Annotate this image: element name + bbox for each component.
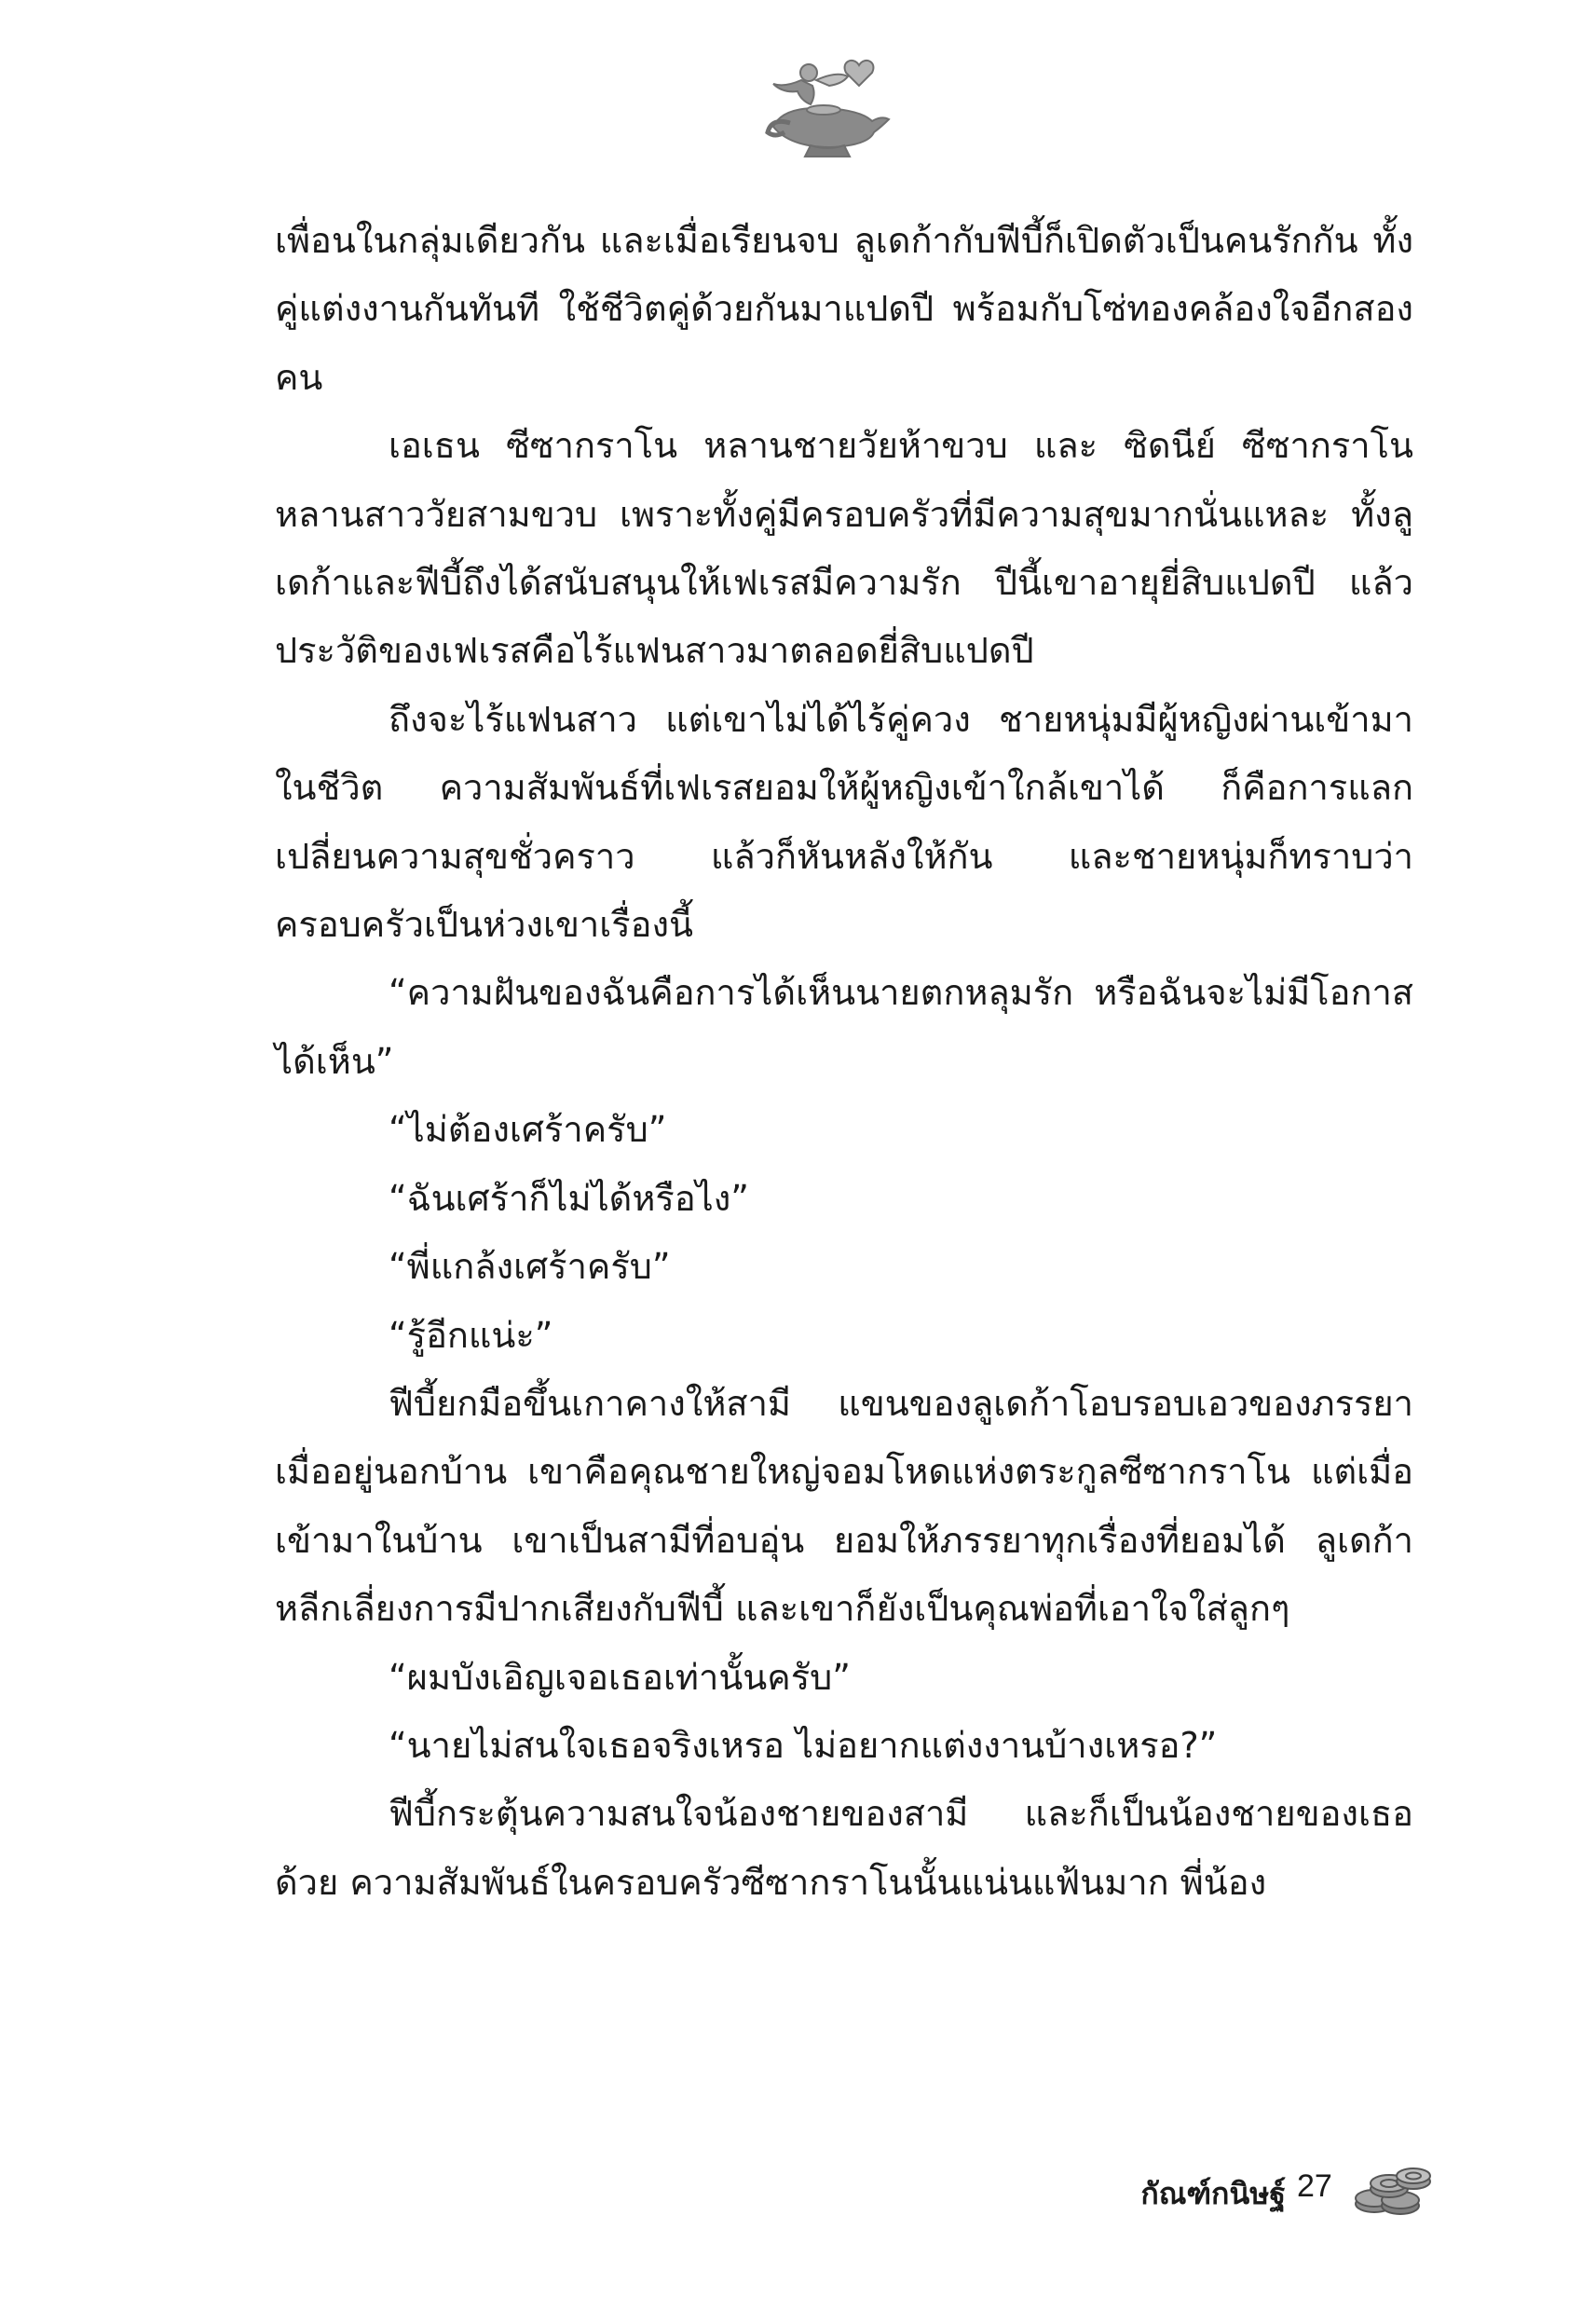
paragraph: ฟีบี้กระตุ้นความสนใจน้องชายของสามี และก็เป็นน้องชายของเธอด้วย ความสัมพันธ์ในครอบครัวซีซากราโนนั้นแน่นแฟ้นมาก พี่น้อง [275,1793,1413,1903]
dialogue-line: “ผมบังเอิญเจอเธอเท่านั้นครับ” [389,1656,851,1698]
dialogue-line: “นายไม่สนใจเธอจริงเหรอ ไม่อยากแต่งงานบ้างเหรอ?” [389,1724,1218,1766]
dialogue-line: “รู้อีกแน่ะ” [389,1314,553,1356]
genie-lamp-with-cherub-icon [755,45,894,166]
page-footer [0,2157,1596,2232]
book-title: กัณฑ์กนิษฐ์ [1140,2176,1286,2211]
paragraph: ฟีบี้ยกมือขึ้นเกาคางให้สามี แขนของลูเดก้าโอบรอบเอวของภรรยาเมื่ออยู่นอกบ้าน เขาคือคุณชายใหญ่จอมโหดแห่งตระกูลซีซากราโน แต่เมื่อเข้ามาในบ้าน เขาเป็นสามีที่อบอุ่น ยอมให้ภรรยาทุกเรื่องที่ยอมได้ ลูเดก้าหลีกเลี่ยงการมีปากเสียงกับฟีบี้ และเขาก็ยังเป็นคุณพ่อที่เอาใจใส่ลูกๆ [275,1382,1413,1630]
dialogue-line: “ไม่ต้องเศร้าครับ” [389,1109,667,1151]
paragraph: เพื่อนในกลุ่มเดียวกัน และเมื่อเรียนจบ ลูเดก้ากับฟีบี้ก็เปิดตัวเป็นคนรักกัน ทั้งคู่แต่งงานกันทันที ใช้ชีวิตคู่ด้วยกันมาแปดปี พร้อมกับโซ่ทองคล้องใจอีกสองคน [275,220,1413,398]
paragraph: เอเธน ซีซากราโน หลานชายวัยห้าขวบ และ ซิดนีย์ ซีซากราโน หลานสาววัยสามขวบ เพราะทั้งคู่มีครอบครัวที่มีความสุขมากนั่นแหละ ทั้งลูเดก้าและฟีบี้ถึงได้สนับสนุนให้เฟเรสมีความรัก ปีนี้เขาอายุยี่สิบแปดปี แล้ว ประวัติของเฟเรสคือไร้แฟนสาวมาตลอดยี่สิบแปดปี [275,425,1413,672]
body-text [275,207,1413,1917]
paragraph: ถึงจะไร้แฟนสาว แต่เขาไม่ได้ไร้คู่ควง ชายหนุ่มมีผู้หญิงผ่านเข้ามาในชีวิต ความสัมพันธ์ที่เฟเรสยอมให้ผู้หญิงเข้าใกล้เขาได้ ก็คือการแลกเปลี่ยนความสุขชั่วคราว แล้วก็หันหลังให้กัน และชายหนุ่มก็ทราบว่าครอบครัวเป็นห่วงเขาเรื่องนี้ [275,698,1413,946]
page-number: 27 [1297,2168,1332,2204]
stacked-coins-icon [1346,2157,1439,2222]
paragraph: “ความฝันของฉันคือการได้เห็นนายตกหลุมรัก หรือฉันจะไม่มีโอกาสได้เห็น” [275,972,1413,1082]
dialogue-line: “พี่แกล้งเศร้าครับ” [389,1246,671,1288]
dialogue-line: “ฉันเศร้าก็ไม่ได้หรือไง” [389,1177,749,1219]
